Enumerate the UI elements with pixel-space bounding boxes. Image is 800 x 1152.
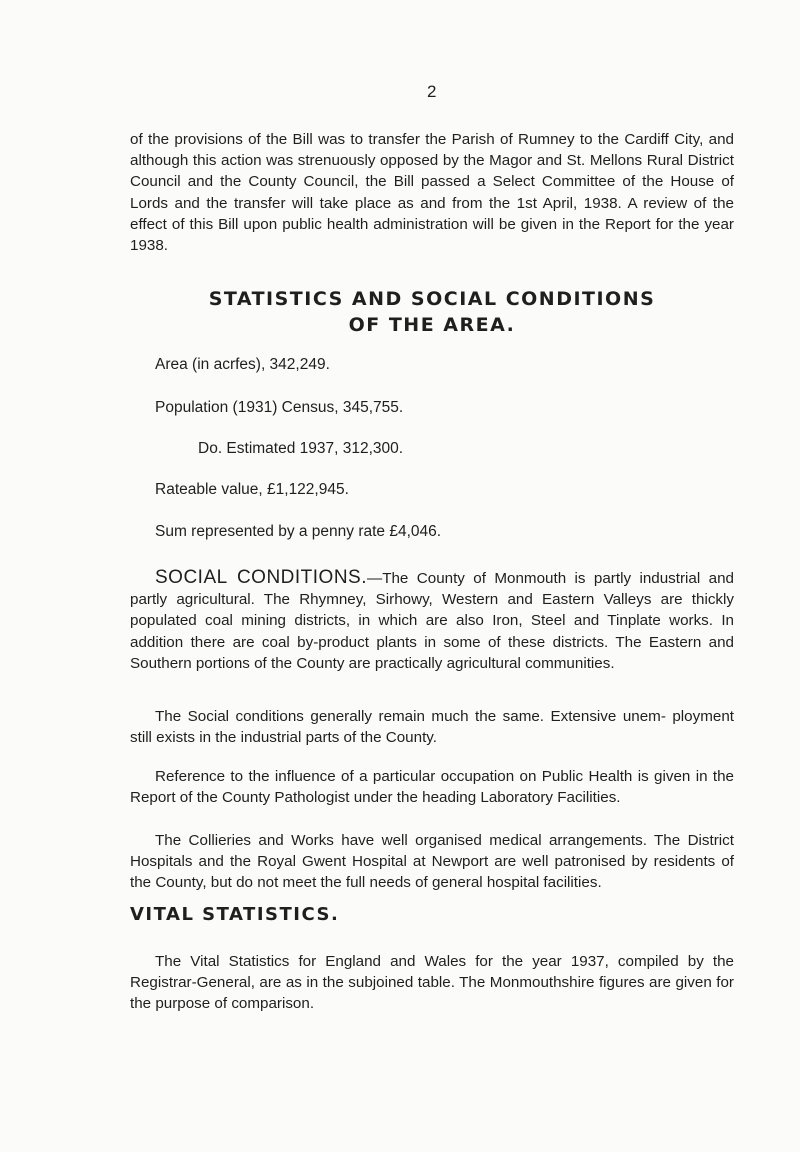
penny-rate-stat: Sum represented by a penny rate £4,046. (155, 523, 442, 540)
social-paragraph-4: The Collieries and Works have well organised medical arrangements. The District Hospitals and the Royal Gwent Hospital at Newport are well patronised by residents of the County, but do not meet the full needs of general hospital facilities. (130, 832, 734, 892)
social-conditions-lead: SOCIAL CONDITIONS. (155, 567, 368, 588)
estimated-population-stat: Do. Estimated 1937, 312,300. (198, 440, 404, 457)
page-number: 2 (427, 82, 437, 101)
statistics-heading-line-1: STATISTICS AND SOCIAL CONDITIONS (208, 288, 656, 310)
social-conditions-text: —The County of Monmouth is partly industrial and partly agricultural. The Rhymney, Sirhowy, Western and Eastern Valleys are thickly populated coal mining districts, in which are also Iron, Steel and Tinplate works. In addition there are coal by-product plants in some of these districts. The Eastern and Southern portions of the County are practically agricultural communities. (130, 570, 734, 672)
intro-paragraph: of the provisions of the Bill was to transfer the Parish of Rumney to the Cardiff City, and although this action was strenuously opposed by the Magor and St. Mellons Rural District Council and the County Council, the Bill passed a Select Committee of the House of Lords and the transfer will take place as and from the 1st April, 1938. A review of the effect of this Bill upon public health administration will be given in the Report for the year 1938. (130, 131, 734, 255)
social-paragraph-3: Reference to the influence of a particular occupation on Public Health is given in the Report of the County Pathologist under the heading Laboratory Facilities. (130, 768, 734, 807)
rateable-value-stat: Rateable value, £1,122,945. (155, 481, 349, 498)
area-stat: Area (in acrfes), 342,249. (155, 356, 330, 373)
social-conditions-paragraph (130, 567, 734, 674)
social-paragraph-2: The Social conditions generally remain much the same. Extensive unem- ployment still exists in the industrial parts of the County. (130, 708, 734, 747)
vital-statistics-heading: VITAL STATISTICS. (130, 904, 340, 925)
statistics-heading-line-2: OF THE AREA. (348, 314, 516, 336)
vital-statistics-paragraph: The Vital Statistics for England and Wales for the year 1937, compiled by the Registrar-General, are as in the subjoined table. The Monmouthshire figures are given for the purpose of comparison. (130, 953, 734, 1013)
population-stat: Population (1931) Census, 345,755. (155, 399, 404, 416)
